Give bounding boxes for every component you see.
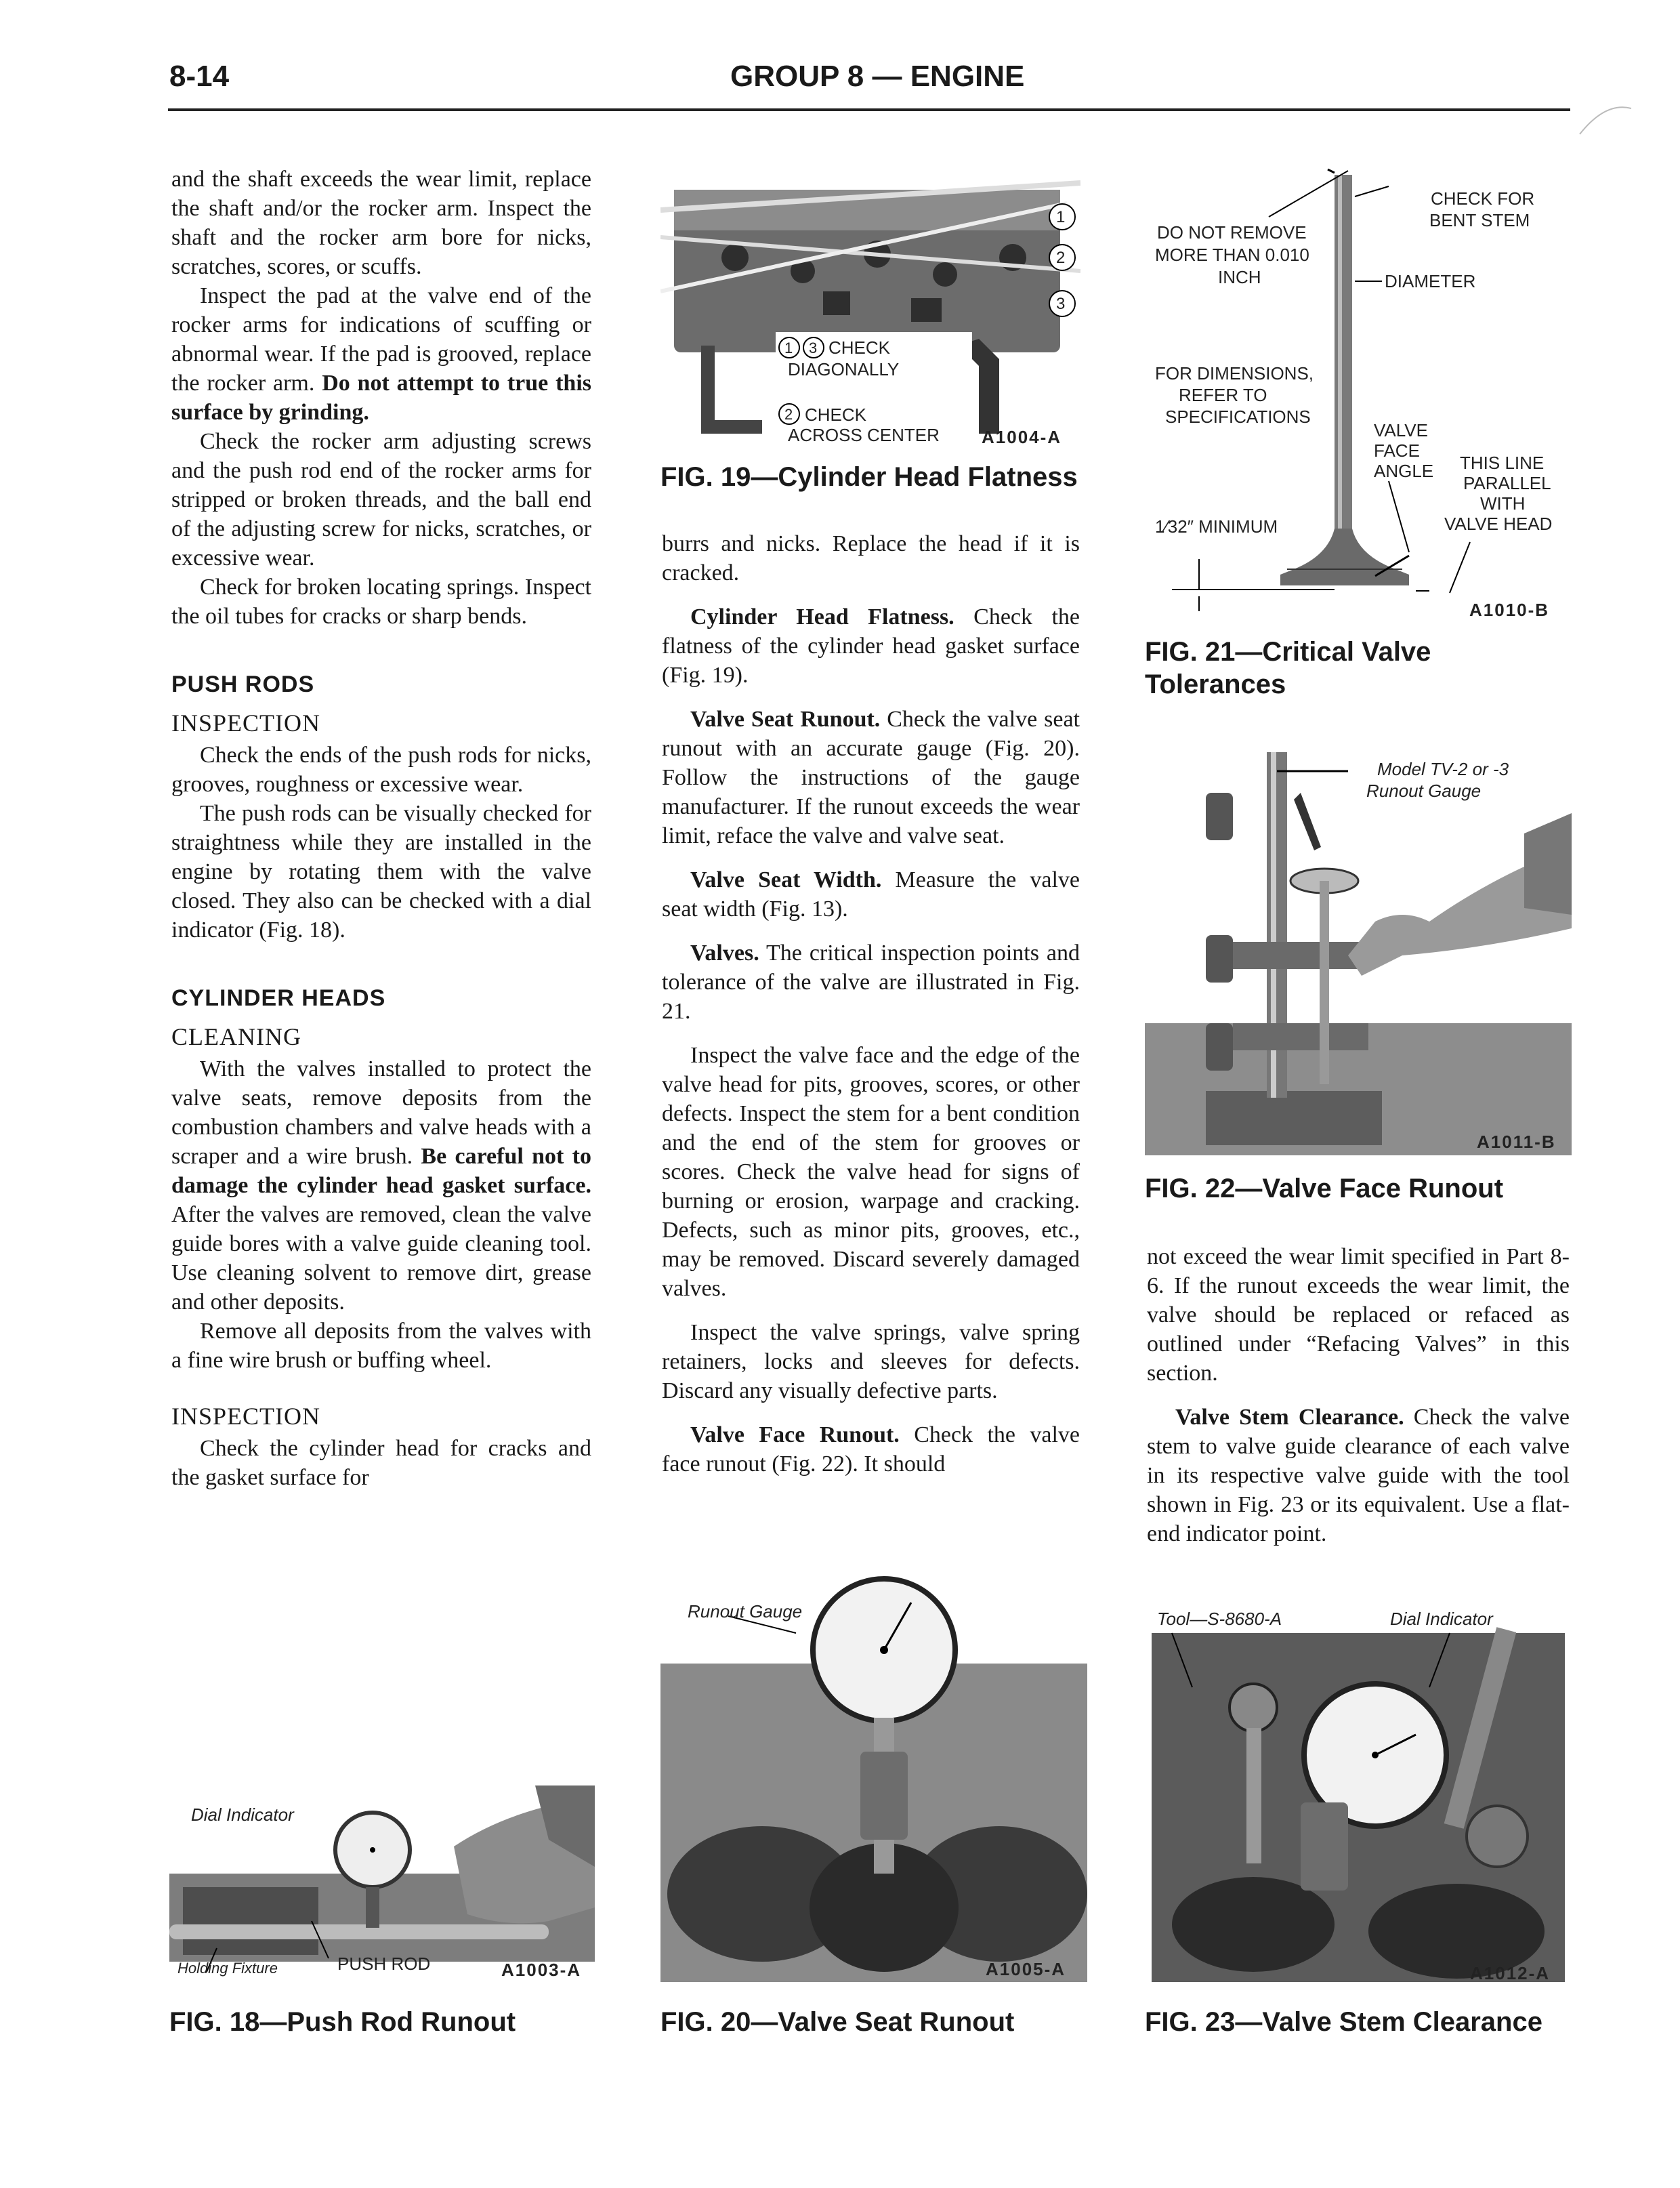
marker-3: 3 [1056,295,1066,313]
runout-gauge-label: Runout Gauge [1366,781,1482,801]
fig19-check-label: CHECK [805,405,867,425]
parallel-line-label: WITH [1480,493,1526,514]
fig18-caption: FIG. 18—Push Rod Runout [169,2007,516,2037]
marker-2: 2 [1056,249,1066,267]
fig19-caption: FIG. 19—Cylinder Head Flatness [660,462,1078,492]
do-not-remove-label: INCH [1218,267,1261,287]
valve-stem-clearance-photo [1145,1606,1572,1982]
subsection-heading: INSPECTION [171,709,321,737]
page-title: GROUP 8 — ENGINE [730,60,1025,93]
minimum-label: 1⁄32″ MINIMUM [1155,516,1278,537]
paragraph: Valve Seat Width. Measure the valve seat width (Fig. 13). [662,867,1080,922]
valve-seat-gauge-photo [660,1575,1087,1982]
subsection-heading: CLEANING [171,1023,301,1050]
runout-gauge-photo [1145,752,1572,1155]
do-not-remove-label: MORE THAN 0.010 [1155,245,1309,265]
fig18-figure [169,1786,595,1982]
dimensions-label: REFER TO [1179,385,1267,405]
marker-1: 1 [784,339,793,356]
valve-face-angle-label: ANGLE [1374,461,1434,481]
marker-2: 2 [784,406,793,423]
page-number: 8-14 [169,60,230,93]
paragraph: burrs and nicks. Replace the head if it is cracked. [662,531,1080,585]
fig20-figure [660,1575,1087,1982]
paragraph: Inspect the valve face and the edge of the valve head for pits, grooves, scores, or other defects. Inspect the stem for a bent condition and the end of the stem for grooves or scores. Check the valve head for signs of burning or erosion, warpage and cracking. Defects, such as minor pits, grooves, etc., may be removed. Discard severely damaged valves. [662,1043,1080,1301]
figure-code: A1004-A [982,427,1062,447]
valve-face-angle-label: VALVE [1374,420,1428,440]
parallel-line-label: PARALLEL [1463,473,1551,493]
paragraph: Valve Stem Clearance. Check the valve stem to valve guide clearance of each valve in its respective valve guide with the tool shown in Fig. 23 or its equivalent. Use a flat-end indicator point. [1147,1405,1570,1546]
paragraph: Check the ends of the push rods for nicks, grooves, roughness or excessive wear. [171,743,591,797]
paragraph: Inspect the pad at the valve end of the rocker arms for indications of scuffing or abnormal wear. If the pad is grooved, replace the rocker arm. Do not attempt to true this surface by grinding. [171,283,591,425]
holding-fixture-label: Holding Fixture [177,1960,278,1977]
fig22-figure [1145,752,1572,1155]
model-label: Model TV-2 or -3 [1377,759,1509,779]
column-3 [1147,1242,1570,1548]
page-corner-curl [1578,95,1633,136]
cylinder-head-photo [660,163,1080,447]
paragraph: The push rods can be visually checked for straightness while they are installed in the engine by rotating them with the valve closed. They also can be checked with a dial indicator (Fig. 18). [171,801,591,943]
paragraph: Valve Seat Runout. Check the valve seat runout with an accurate gauge (Fig. 20). Follow the instructions of the gauge manufacturer. If the runout exceeds the wear limit, reface the valve and valve seat. [662,707,1080,848]
column-1 [171,165,591,1492]
section-heading: PUSH RODS [171,672,315,697]
fig20-caption: FIG. 20—Valve Seat Runout [660,2007,1015,2037]
check-bent-stem-label: CHECK FOR [1431,188,1535,209]
valve-face-angle-label: FACE [1374,440,1420,461]
tool-label: Tool—S-8680-A [1157,1609,1282,1629]
paragraph: Check the cylinder head for cracks and the gasket surface for [171,1436,591,1490]
fig19-check-label: CHECK [828,337,891,358]
paragraph: Cylinder Head Flatness. Check the flatness of the cylinder head gasket surface (Fig. 19). [662,604,1080,688]
section-heading: CYLINDER HEADS [171,985,386,1011]
paragraph: and the shaft exceeds the wear limit, replace the shaft and/or the rocker arm. Inspect the shaft and the rocker arm bore for nicks, scratches, scores, or scuffs. [171,167,591,279]
figure-code: A1012-A [1470,1963,1551,1983]
figure-code: A1003-A [501,1960,582,1980]
paragraph: Inspect the valve springs, valve spring retainers, locks and sleeves for defects. Discard any visually defective parts. [662,1320,1080,1403]
figure-code: A1011-B [1477,1132,1556,1152]
dial-indicator-label: Dial Indicator [191,1804,294,1825]
dimensions-label: FOR DIMENSIONS, [1155,363,1314,384]
marker-1: 1 [1056,208,1066,226]
fig21-figure [1145,163,1578,623]
paragraph: Valve Face Runout. Check the valve face runout (Fig. 22). It should [662,1422,1080,1477]
figure-code: A1005-A [986,1959,1066,1979]
runout-gauge-label: Runout Gauge [688,1601,803,1622]
paragraph: not exceed the wear limit specified in Part 8-6. If the runout exceeds the wear limit, the valve should be replaced or refaced as outlined under “Refacing Valves” in this section. [1147,1244,1570,1386]
push-rod-label: PUSH ROD [337,1954,431,1974]
parallel-line-label: THIS LINE [1460,453,1545,473]
dimensions-label: SPECIFICATIONS [1165,407,1311,427]
diameter-label: DIAMETER [1385,271,1476,291]
column-2 [662,529,1080,1479]
fig21-caption: FIG. 21—Critical Valve Tolerances [1145,637,1431,699]
parallel-line-label: VALVE HEAD [1444,514,1553,534]
figure-code: A1010-B [1469,600,1550,620]
paragraph: Check for broken locating springs. Inspect the oil tubes for cracks or sharp bends. [171,575,591,629]
subsection-heading: INSPECTION [171,1403,321,1430]
paragraph: Valves. The critical inspection points and tolerance of the valve are illustrated in Fig. 21. [662,941,1080,1024]
do-not-remove-label: DO NOT REMOVE [1157,222,1307,243]
dial-indicator-label: Dial Indicator [1390,1609,1493,1629]
header-rule [168,108,1570,111]
fig19-across-center-label: ACROSS CENTER [788,425,940,445]
paragraph: Check the rocker arm adjusting screws and the push rod end of the rocker arms for stripped or broken threads, and the ball end of the adjusting screw for nicks, scratches, or excessive wear. [171,429,591,571]
paragraph: Remove all deposits from the valves with a fine wire brush or buffing wheel. [171,1319,591,1373]
fig22-caption: FIG. 22—Valve Face Runout [1145,1174,1504,1203]
fig23-caption: FIG. 23—Valve Stem Clearance [1145,2007,1542,2037]
marker-3: 3 [809,339,818,356]
paragraph: With the valves installed to protect the valve seats, remove deposits from the combustion chambers and valve heads with a scraper and a wire brush. Be careful not to damage the cylinder head gasket surface. After the valves are removed, clean the valve guide bores with a valve guide cleaning tool. Use cleaning solvent to remove dirt, grease and other deposits. [171,1056,591,1315]
fig23-figure [1145,1606,1572,1982]
check-bent-stem-label: BENT STEM [1429,210,1530,230]
fig19-diagonally-label: DIAGONALLY [788,359,900,379]
fig19-figure [660,163,1080,447]
